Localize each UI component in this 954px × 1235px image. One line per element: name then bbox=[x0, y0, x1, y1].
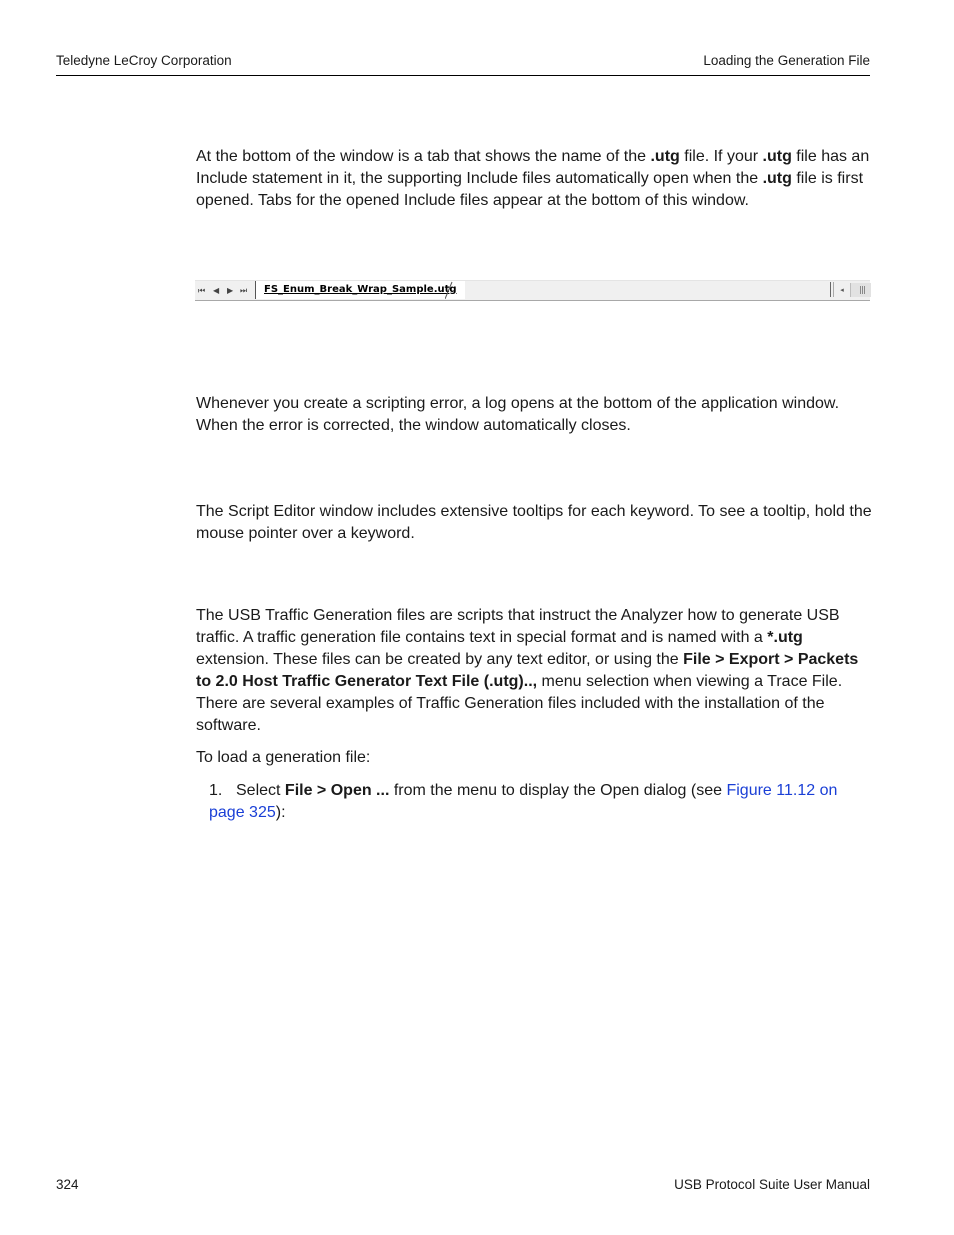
file-tab-strip bbox=[195, 280, 870, 301]
step-1: 1. Select File > Open ... from the menu to display the Open dialog (see Figure 11.12 on page 325): bbox=[209, 782, 838, 821]
paragraph-tab-description: At the bottom of the window is a tab that shows the name of the .utg file. If your .utg file has an Include statement in it, the supporting Include files automatically open when the .utg file is first opened. Tabs for the opened Include files appear at the bottom of this window. bbox=[196, 148, 870, 209]
running-footer-title: USB Protocol Suite User Manual bbox=[674, 1177, 870, 1192]
last-tab-icon[interactable]: ⏭ bbox=[240, 286, 248, 295]
paragraph-load-intro: To load a generation file: bbox=[196, 749, 371, 766]
previous-tab-icon[interactable]: ◀ bbox=[213, 286, 220, 295]
tab-edge-icon bbox=[445, 281, 453, 299]
file-tab[interactable]: FS_Enum_Break_Wrap_Sample.utg bbox=[255, 281, 465, 299]
running-header-left: Teledyne LeCroy Corporation bbox=[56, 53, 232, 68]
paragraph-error-log: Whenever you create a scripting error, a log opens at the bottom of the application window. When the error is corrected, the window automatically closes. bbox=[196, 395, 840, 434]
page-number: 324 bbox=[56, 1177, 79, 1192]
running-header-right: Loading the Generation File bbox=[703, 53, 870, 68]
header-rule bbox=[56, 75, 870, 76]
next-tab-icon[interactable]: ▶ bbox=[227, 286, 234, 295]
horizontal-scroll-thumb[interactable] bbox=[850, 283, 871, 297]
tab-splitter-handle[interactable] bbox=[830, 282, 834, 297]
paragraph-tooltips: The Script Editor window includes extensive tooltips for each keyword. To see a tooltip, hold the mouse pointer over a keyword. bbox=[196, 503, 872, 542]
scroll-left-icon[interactable]: ◂ bbox=[840, 286, 844, 294]
step-number: 1. bbox=[209, 782, 223, 799]
first-tab-icon[interactable]: ⏮ bbox=[198, 286, 206, 295]
figure-link[interactable]: Figure 11.12 on page 325 bbox=[209, 782, 838, 821]
paragraph-utg-files: The USB Traffic Generation files are scripts that instruct the Analyzer how to generate USB traffic. A traffic generation file contains text in special format and is named with a *.utg extension. These files can be created by any text editor, or using the File > Export > Packets to 2.0 Host Traffic Generator Text File (.utg).., menu selection when viewing a Trace File. There are several examples of Traffic Generation files included with the installation of the software. bbox=[196, 607, 859, 734]
